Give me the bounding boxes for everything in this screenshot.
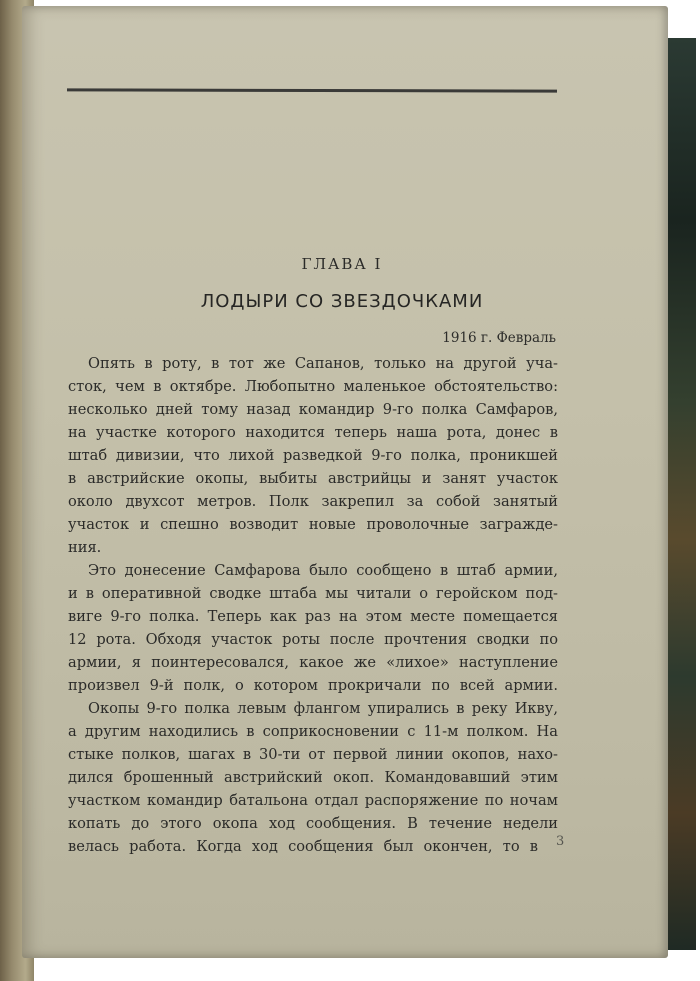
body-line: копать до этого окопа ход сообщения. В течение недели [68,815,558,832]
body-line: несколько дней тому назад командир 9-го полка Самфаров, [68,401,558,418]
body-line: Это донесение Самфарова было сообщено в штаб армии, [88,562,558,579]
body-line: армии, я поинтересовался, какое же «лихое» наступление [68,654,558,671]
book-spine [664,38,696,950]
body-line: стыке полков, шагах в 30-ти от первой линии окопов, нахо- [68,746,558,763]
chapter-date: 1916 г. Февраль [442,330,556,346]
body-line: участок и спешно возводит новые проволочные загражде- [68,516,558,533]
body-line: Опять в роту, в тот же Сапанов, только на другой уча- [88,355,558,372]
body-line: Окопы 9-го полка левым флангом упирались в реку Икву, [88,700,558,717]
body-line: 12 рота. Обходя участок роты после прочтения сводки по [68,631,558,648]
body-line: около двухсот метров. Полк закрепил за собой занятый [68,493,558,510]
body-line: а другим находились в соприкосновении с 11-м полком. На [68,723,558,740]
body-line: виге 9-го полка. Теперь как раз на этом месте помещается [68,608,558,625]
body-line: произвел 9-й полк, о котором прокричали по всей армии. [68,677,558,694]
body-line: и в оперативной сводке штаба мы читали о геройском под- [68,585,558,602]
body-line: участком командир батальона отдал распоряжение по ночам [68,792,558,809]
chapter-label: ГЛАВА I [301,255,383,273]
header-rule [67,88,557,92]
page-number: 3 [556,834,565,849]
body-line: сток, чем в октябре. Любопытно маленькое обстоятельство: [68,378,558,395]
body-line: на участке которого находится теперь наша рота, донес в [68,424,558,441]
body-line: дился брошенный австрийский окоп. Командовавший этим [68,769,558,786]
body-line: в австрийские окопы, выбиты австрийцы и занят участок [68,470,558,487]
chapter-title: ЛОДЫРИ СО ЗВЕЗДОЧКАМИ [200,291,484,312]
body-line: штаб дивизии, что лихой разведкой 9-го полка, проникшей [68,447,558,464]
body-line: ния. [68,539,102,556]
body-line: велась работа. Когда ход сообщения был окончен, то в [68,838,538,855]
book-page [22,6,668,958]
